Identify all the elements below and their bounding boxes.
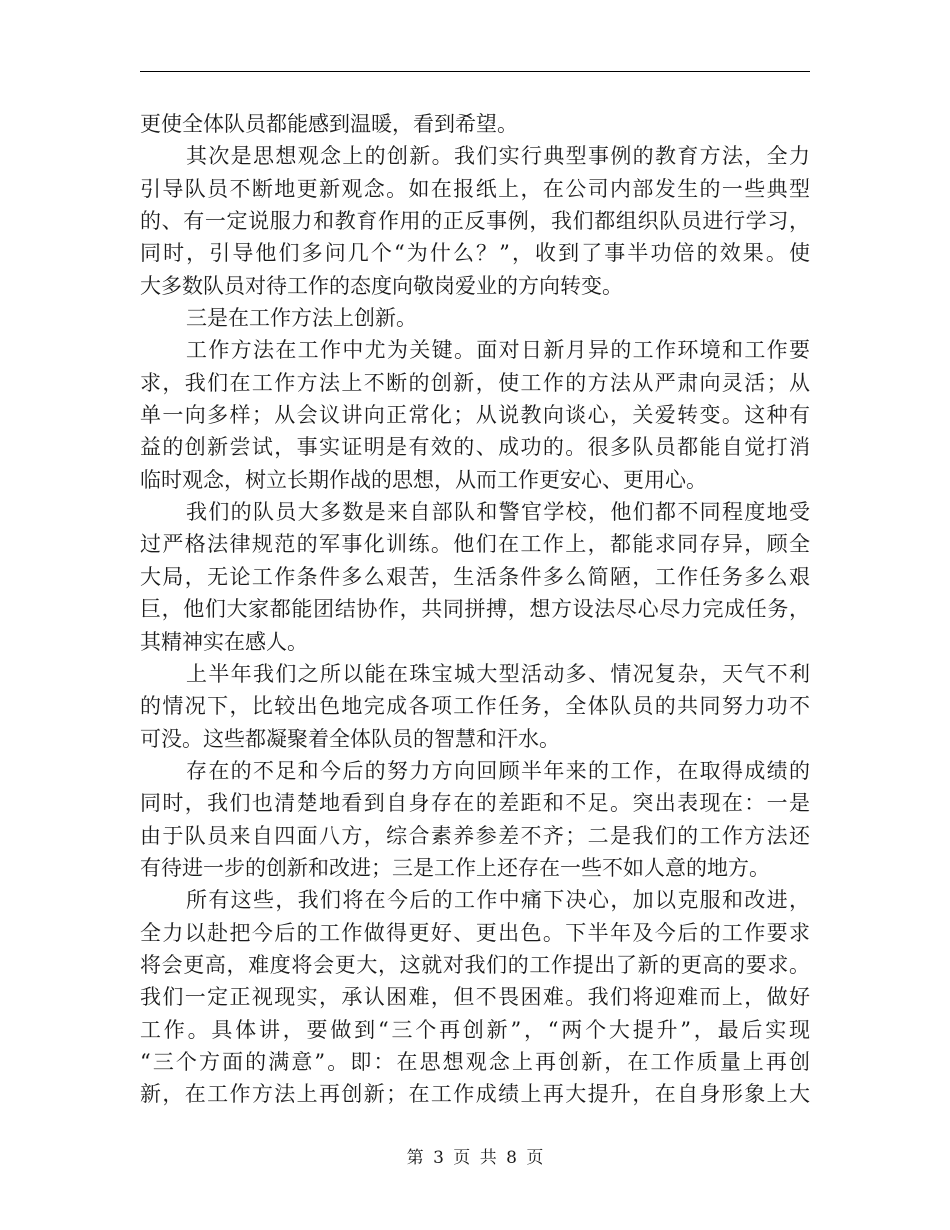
text-line: 将会更高，难度将会更大，这就对我们的工作提出了新的更高的要求。: [140, 952, 810, 977]
text-line: 上半年我们之所以能在珠宝城大型活动多、情况复杂，天气不利: [186, 661, 810, 686]
text-line: 巨，他们大家都能团结协作，共同拼搏，想方设法尽心尽力完成任务，: [140, 597, 810, 622]
paragraph: [140, 108, 810, 140]
text-line: 求，我们在工作方法上不断的创新，使工作的方法从严肃向灵活；从: [140, 370, 810, 395]
text-line: 我们一定正视现实，承认困难，但不畏困难。我们将迎难而上，做好: [140, 985, 810, 1010]
text-line: 有待进一步的创新和改进；三是工作上还存在一些不如人意的地方。: [140, 855, 770, 880]
text-line: 单一向多样；从会议讲向正常化；从说教向谈心，关爱转变。这种有: [140, 403, 810, 428]
text-line: 全力以赴把今后的工作做得更好、更出色。下半年及今后的工作要求: [140, 920, 810, 945]
text-line: 益的创新尝试，事实证明是有效的、成功的。很多队员都能自觉打消: [140, 435, 810, 460]
text-line: “三个方面的满意”。即：在思想观念上再创新，在工作质量上再创: [140, 1049, 810, 1074]
paragraph: [140, 496, 810, 658]
paragraph: [140, 658, 810, 755]
text-line: 所有这些，我们将在今后的工作中痛下决心，加以克服和改进，: [186, 888, 810, 913]
text-line: 新，在工作方法上再创新；在工作成绩上再大提升，在自身形象上大: [140, 1082, 810, 1107]
text-line: 大局，无论工作条件多么艰苦，生活条件多么简陋，工作任务多么艰: [140, 564, 810, 589]
text-line: 存在的不足和今后的努力方向回顾半年来的工作，在取得成绩的: [186, 758, 810, 783]
text-line: 同时，我们也清楚地看到自身存在的差距和不足。突出表现在：一是: [140, 791, 810, 816]
text-line: 工作方法在工作中尤为关键。面对日新月异的工作环境和工作要: [186, 338, 810, 363]
paragraph: [140, 140, 810, 302]
text-line: 三是在工作方法上创新。: [186, 306, 417, 331]
text-line: 更使全体队员都能感到温暖，看到希望。: [140, 112, 518, 136]
header-rule: [140, 71, 810, 72]
text-line: 可没。这些都凝聚着全体队员的智慧和汗水。: [140, 726, 560, 751]
text-line: 大多数队员对待工作的态度向敬岗爱业的方向转变。: [140, 273, 623, 298]
text-line: 其精神实在感人。: [140, 629, 308, 654]
paragraph: [140, 755, 810, 884]
page-footer: 第 3 页 共 8 页: [406, 1148, 544, 1168]
text-line: 其次是思想观念上的创新。我们实行典型事例的教育方法，全力: [186, 144, 810, 169]
text-line: 过严格法律规范的军事化训练。他们在工作上，都能求同存异，顾全: [140, 532, 810, 557]
document-body: [140, 108, 810, 1111]
text-line: 同时，引导他们多问几个“为什么？”，收到了事半功倍的效果。使: [140, 241, 810, 266]
text-line: 的情况下，比较出色地完成各项工作任务，全体队员的共同努力功不: [140, 694, 810, 719]
text-line: 的、有一定说服力和教育作用的正反事例，我们都组织队员进行学习，: [140, 209, 810, 234]
text-line: 临时观念，树立长期作战的思想，从而工作更安心、更用心。: [140, 467, 707, 492]
text-line: 工作。具体讲，要做到“三个再创新”，“两个大提升”，最后实现: [140, 1017, 810, 1042]
paragraph: [140, 334, 810, 496]
paragraph: [140, 302, 810, 334]
text-line: 引导队员不断地更新观念。如在报纸上，在公司内部发生的一些典型: [140, 176, 810, 201]
paragraph: [140, 884, 810, 1110]
text-line: 由于队员来自四面八方，综合素养参差不齐；二是我们的工作方法还: [140, 823, 810, 848]
text-line: 我们的队员大多数是来自部队和警官学校，他们都不同程度地受: [186, 500, 810, 525]
